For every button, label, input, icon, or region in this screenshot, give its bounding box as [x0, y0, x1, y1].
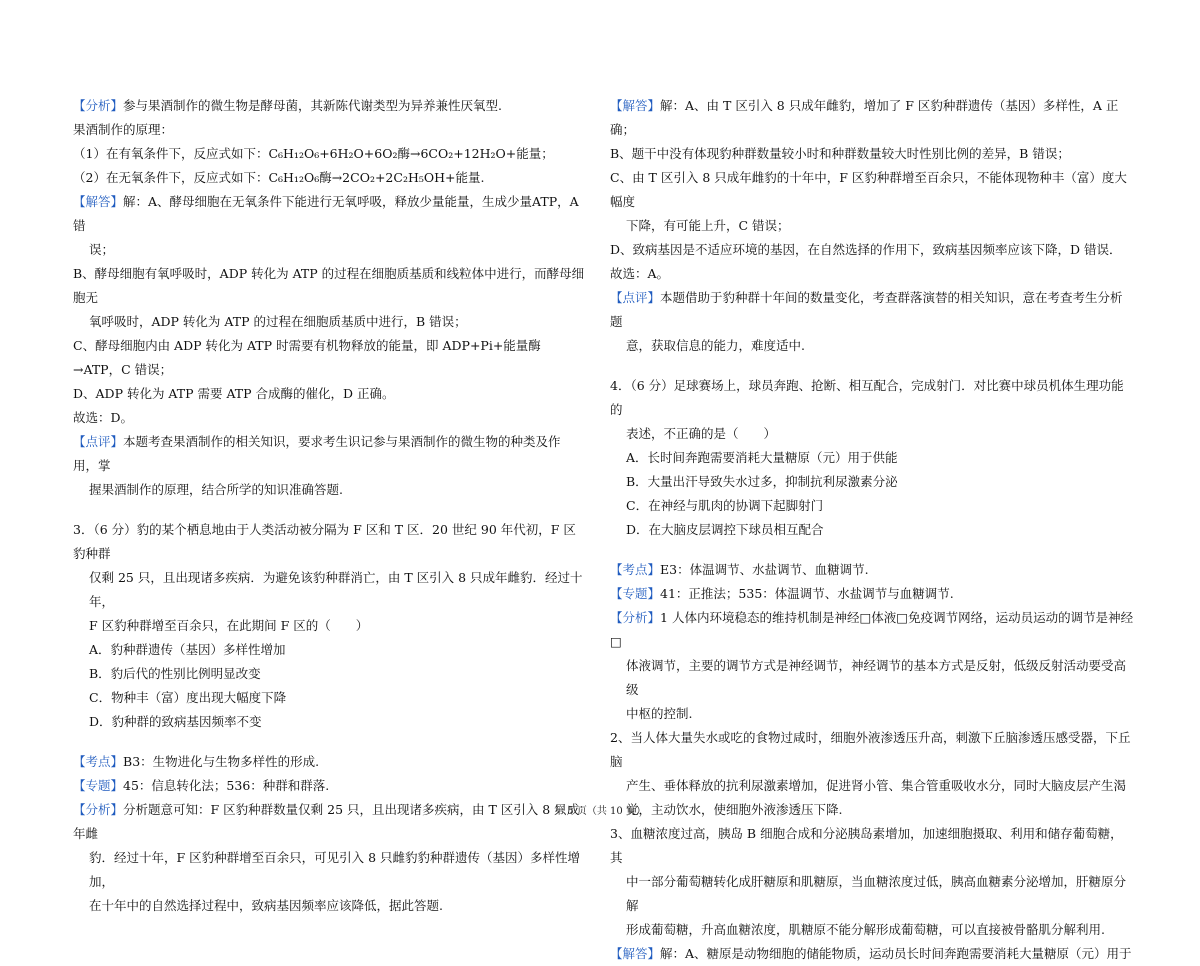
- line-text: D．在大脑皮层调控下球员相互配合: [626, 522, 824, 537]
- text-line: [73, 478, 585, 502]
- right-column: [610, 94, 1135, 966]
- line-text: 误；: [89, 242, 115, 257]
- section-tag: 【分析】: [610, 610, 661, 625]
- line-text: 果酒制作的原理：: [73, 122, 174, 137]
- text-line: [73, 190, 585, 238]
- line-text: 握果酒制作的原理，结合所学的知识准确答题.: [89, 482, 343, 497]
- line-text: 1 人体内环境稳态的维持机制是神经□体液□免疫调节网络，运动员运动的调节是神经□: [610, 610, 1134, 649]
- text-line: [610, 374, 1135, 422]
- text-line: [610, 286, 1135, 334]
- line-text: F 区豹种群增至百余只，在此期间 F 区的（ ）: [89, 618, 369, 633]
- text-line: [73, 406, 585, 430]
- text-line: [610, 214, 1135, 238]
- line-text: 故选：D。: [73, 410, 134, 425]
- text-line: [73, 142, 585, 166]
- spacer: [73, 734, 585, 750]
- text-line: [610, 142, 1135, 166]
- text-line: [73, 686, 585, 710]
- section-tag: 【解答】: [610, 98, 661, 113]
- section-tag: 【分析】: [73, 802, 124, 817]
- text-line: [73, 430, 585, 478]
- line-text: C．在神经与肌肉的协调下起脚射门: [626, 498, 824, 513]
- section-tag: 【分析】: [73, 98, 124, 113]
- line-text: B、题干中没有体现豹种群数量较小时和种群数量较大时性别比例的差异，B 错误；: [610, 146, 1070, 161]
- line-text: 中枢的控制.: [626, 706, 693, 721]
- line-text: A．豹种群遗传（基因）多样性增加: [89, 642, 286, 657]
- text-line: [73, 518, 585, 566]
- section-tag: 【考点】: [610, 562, 661, 577]
- line-text: 解：A、糖原是动物细胞的储能物质，运动员长时间奔跑需要消耗大量糖原（元）用于: [660, 946, 1132, 961]
- section-tag: 【专题】: [610, 586, 661, 601]
- spacer: [73, 502, 585, 518]
- text-line: [73, 846, 585, 894]
- spacer: [610, 358, 1135, 374]
- text-line: [73, 662, 585, 686]
- text-line: [73, 94, 585, 118]
- text-line: [73, 334, 585, 382]
- page-footer: 第 5 页（共 10 页）: [554, 806, 646, 817]
- text-line: [73, 750, 585, 774]
- line-text: 在十年中的自然选择过程中，致病基因频率应该降低，据此答题.: [89, 898, 443, 913]
- text-line: [610, 918, 1135, 942]
- text-line: [610, 654, 1135, 702]
- text-line: [73, 614, 585, 638]
- line-text: 本题借助于豹种群十年间的数量变化，考查群落演替的相关知识，意在考查考生分析题: [610, 290, 1123, 329]
- text-line: [610, 470, 1135, 494]
- text-line: [610, 166, 1135, 214]
- line-text: 形成葡萄糖，升高血糖浓度，肌糖原不能分解形成葡萄糖，可以直接被骨骼肌分解利用.: [626, 922, 1105, 937]
- line-text: （1）在有氧条件下，反应式如下：C₆H₁₂O₆+6H₂O+6O₂酶→6CO₂+12H₂O+能量；: [73, 146, 554, 161]
- line-text: C、酵母细胞内由 ADP 转化为 ATP 时需要有机物释放的能量，即 ADP+Pi+能量酶→ATP，C 错误；: [73, 338, 541, 377]
- line-text: 解：A、由 T 区引入 8 只成年雌豹，增加了 F 区豹种群遗传（基因）多样性，A 正确；: [610, 98, 1119, 137]
- line-text: B、酵母细胞有氧呼吸时，ADP 转化为 ATP 的过程在细胞质基质和线粒体中进行，而酵母细胞无: [73, 266, 585, 305]
- section-tag: 【考点】: [73, 754, 124, 769]
- line-text: 豹．经过十年，F 区豹种群增至百余只，可见引入 8 只雌豹豹种群遗传（基因）多样性增加，: [89, 850, 581, 889]
- line-text: C、由 T 区引入 8 只成年雌豹的十年中，F 区豹种群增至百余只，不能体现物种丰（富）度大幅度: [610, 170, 1127, 209]
- text-line: [610, 774, 1135, 798]
- line-text: 解：A、酵母细胞在无氧条件下能进行无氧呼吸，释放少量能量，生成少量ATP，A 错: [73, 194, 579, 233]
- text-line: [73, 774, 585, 798]
- text-line: [610, 582, 1135, 606]
- line-text: 仅剩 25 只，且出现诸多疾病．为避免该豹种群消亡，由 T 区引入 8 只成年雌豹．经过十年，: [89, 570, 583, 609]
- line-text: A．长时间奔跑需要消耗大量糖原（元）用于供能: [626, 450, 898, 465]
- line-text: B3：生物进化与生物多样性的形成.: [123, 754, 320, 769]
- text-line: [610, 94, 1135, 142]
- text-line: [73, 638, 585, 662]
- section-tag: 【点评】: [73, 434, 124, 449]
- text-line: [73, 310, 585, 334]
- text-line: [73, 382, 585, 406]
- line-text: 3．（6 分）豹的某个栖息地由于人类活动被分隔为 F 区和 T 区．20 世纪 90 年代初，F 区豹种群: [73, 522, 576, 561]
- text-line: [610, 558, 1135, 582]
- line-text: 41：正推法；535：体温调节、水盐调节与血糖调节.: [660, 586, 954, 601]
- text-line: [73, 118, 585, 142]
- text-line: [610, 494, 1135, 518]
- left-column: [73, 94, 585, 918]
- line-text: 体液调节，主要的调节方式是神经调节，神经调节的基本方式是反射，低级反射活动要受高级: [626, 658, 1127, 697]
- line-text: D、致病基因是不适应环境的基因，在自然选择的作用下，致病基因频率应该下降，D 错误．: [610, 242, 1122, 257]
- text-line: [73, 262, 585, 310]
- text-line: [610, 726, 1135, 774]
- line-text: D、ADP 转化为 ATP 需要 ATP 合成酶的催化，D 正确。: [73, 386, 395, 401]
- line-text: 产生、垂体释放的抗利尿激素增加，促进肾小管、集合管重吸收水分，同时大脑皮层产生渴: [626, 778, 1127, 793]
- text-line: [610, 238, 1135, 262]
- text-line: [73, 238, 585, 262]
- line-text: E3：体温调节、水盐调节、血糖调节.: [660, 562, 869, 577]
- section-tag: 【专题】: [73, 778, 124, 793]
- text-line: [73, 566, 585, 614]
- line-text: 4．（6 分）足球赛场上，球员奔跑、抢断、相互配合，完成射门．对比赛中球员机体生理功能的: [610, 378, 1124, 417]
- line-text: 45：信息转化法；536：种群和群落.: [123, 778, 330, 793]
- section-tag: 【点评】: [610, 290, 661, 305]
- line-text: 参与果酒制作的微生物是酵母菌，其新陈代谢类型为异养兼性厌氧型.: [123, 98, 502, 113]
- line-text: 3、血糖浓度过高，胰岛 B 细胞合成和分泌胰岛素增加，加速细胞摄取、利用和储存葡萄糖，其: [610, 826, 1123, 865]
- text-line: [610, 446, 1135, 470]
- line-text: 故选：A。: [610, 266, 670, 281]
- text-line: [610, 606, 1135, 654]
- line-text: B．大量出汗导致失水过多，抑制抗利尿激素分泌: [626, 474, 898, 489]
- text-line: [610, 870, 1135, 918]
- section-tag: 【解答】: [610, 946, 661, 961]
- spacer: [610, 542, 1135, 558]
- text-line: [610, 262, 1135, 286]
- text-line: [610, 518, 1135, 542]
- text-line: [73, 894, 585, 918]
- line-text: 氧呼吸时，ADP 转化为 ATP 的过程在细胞质基质中进行，B 错误；: [89, 314, 467, 329]
- line-text: 觉，主动饮水，使细胞外液渗透压下降.: [626, 802, 843, 817]
- line-text: B．豹后代的性别比例明显改变: [89, 666, 261, 681]
- text-line: [73, 710, 585, 734]
- text-line: [73, 166, 585, 190]
- line-text: 表述，不正确的是（ ）: [626, 426, 777, 441]
- line-text: 本题考查果酒制作的相关知识，要求考生识记参与果酒制作的微生物的种类及作用，掌: [73, 434, 561, 473]
- line-text: 意，获取信息的能力，难度适中.: [626, 338, 805, 353]
- line-text: 2、当人体大量失水或吃的食物过咸时，细胞外液渗透压升高，刺激下丘脑渗透压感受器，下丘脑: [610, 730, 1131, 769]
- line-text: 下降，有可能上升，C 错误；: [626, 218, 790, 233]
- text-line: [610, 822, 1135, 870]
- line-text: （2）在无氧条件下，反应式如下：C₆H₁₂O₆酶→2CO₂+2C₂H₅OH+能量.: [73, 170, 485, 185]
- line-text: D．豹种群的致病基因频率不变: [89, 714, 262, 729]
- line-text: 中一部分葡萄糖转化成肝糖原和肌糖原，当血糖浓度过低，胰高血糖素分泌增加，肝糖原分解: [626, 874, 1127, 913]
- text-line: [610, 942, 1135, 966]
- text-line: [610, 334, 1135, 358]
- section-tag: 【解答】: [73, 194, 124, 209]
- line-text: C．物种丰（富）度出现大幅度下降: [89, 690, 287, 705]
- text-line: [610, 422, 1135, 446]
- line-text: 分析题意可知：F 区豹种群数量仅剩 25 只，且出现诸多疾病，由 T 区引入 8 只成年雌: [73, 802, 580, 841]
- text-line: [610, 702, 1135, 726]
